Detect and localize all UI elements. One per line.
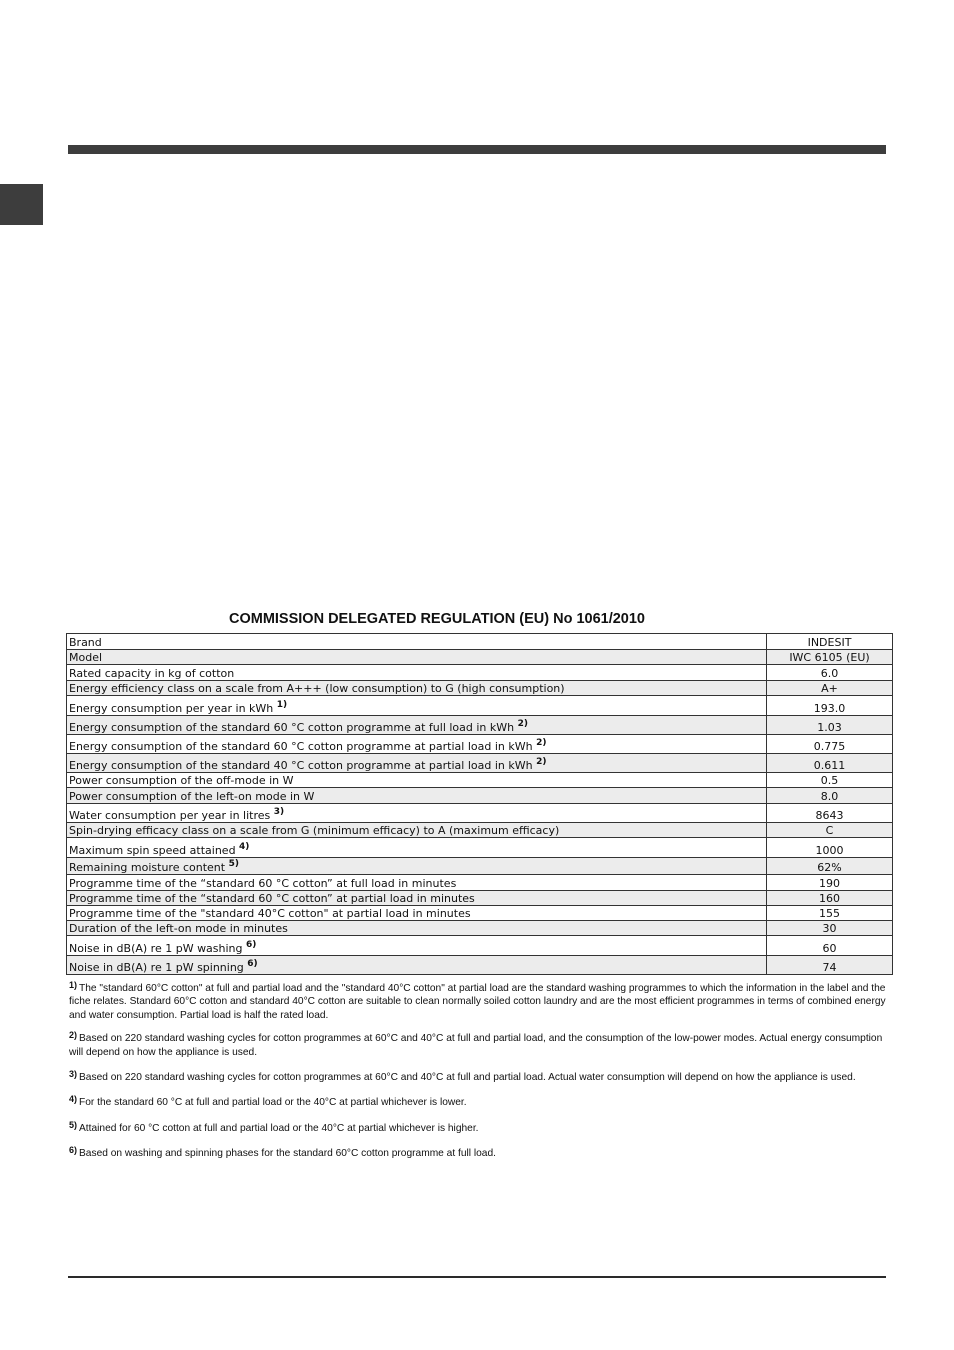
table-row — [67, 773, 893, 788]
footnote — [69, 1119, 889, 1135]
table-row — [67, 891, 893, 906]
footnote-ref: 2) — [536, 757, 547, 767]
spec-label — [67, 823, 767, 838]
spec-value: 1000 — [767, 838, 893, 858]
footnote — [69, 1147, 889, 1160]
table-row — [67, 804, 893, 823]
table-row — [67, 754, 893, 773]
footnote-mark: 1) — [69, 980, 78, 990]
table-row — [67, 634, 893, 650]
spec-label-text: Brand — [69, 636, 102, 649]
table-row — [67, 875, 893, 891]
footnote-ref: 2) — [536, 738, 547, 748]
spec-label — [67, 754, 767, 773]
spec-value: 0.611 — [767, 754, 893, 773]
product-fiche-table — [66, 633, 893, 975]
spec-label — [67, 906, 767, 921]
footnote-mark: 3) — [69, 1069, 78, 1080]
spec-label — [67, 634, 767, 650]
footnote-ref: 4) — [239, 842, 250, 852]
spec-label-text: Model — [69, 651, 103, 664]
spec-label — [67, 838, 767, 858]
table-row — [67, 665, 893, 681]
section-tab-marker — [0, 184, 43, 225]
spec-value: INDESIT — [767, 634, 893, 650]
spec-label — [67, 773, 767, 788]
regulation-title: COMMISSION DELEGATED REGULATION (EU) No 1061/2010 — [229, 611, 645, 627]
spec-value: 155 — [767, 906, 893, 921]
spec-value: 6.0 — [767, 665, 893, 681]
spec-label-text: Programme time of the “standard 60 °C cotton” at full load in minutes — [69, 877, 457, 890]
footnotes — [69, 982, 889, 1161]
spec-label-text: Spin-drying efficacy class on a scale from G (minimum efficacy) to A (maximum efficacy) — [69, 824, 560, 837]
table-row — [67, 716, 893, 735]
footnote-mark: 6) — [69, 1145, 78, 1156]
footnote-ref: 1) — [276, 700, 288, 710]
spec-value: 1.03 — [767, 716, 893, 735]
table-row — [67, 788, 893, 804]
table-row — [67, 823, 893, 838]
footnote-text: The "standard 60°C cotton" at full and partial load and the "standard 40°C cotton" at partial load are the standard washing programmes to which the information in the label and the fiche relates. Standard 60°C cotton and standard 40°C cotton are suitable to clean normally soiled cotton laundry and are the most efficient programmes in terms of combined energy and water consumption. Partial load is half the rated load. — [69, 983, 886, 1021]
footnote-mark: 2) — [69, 1030, 78, 1041]
spec-label-text: Water consumption per year in litres — [69, 809, 274, 822]
spec-label — [67, 921, 767, 936]
spec-label — [67, 696, 767, 716]
footnote-ref: 3) — [273, 807, 285, 817]
spec-label-text: Maximum spin speed attained — [69, 844, 240, 857]
spec-label — [67, 956, 767, 975]
spec-value: 62% — [767, 858, 893, 875]
spec-label-text: Programme time of the "standard 40°C cotton" at partial load in minutes — [69, 907, 471, 920]
footnote-text: Based on washing and spinning phases for the standard 60°C cotton programme at full load. — [79, 1148, 496, 1160]
spec-label-text: Programme time of the “standard 60 °C cotton” at partial load in minutes — [69, 892, 475, 905]
spec-label-text: Noise in dB(A) re 1 pW spinning — [69, 961, 248, 974]
spec-value: 193.0 — [767, 696, 893, 716]
footer-rule — [68, 1276, 886, 1278]
spec-label — [67, 665, 767, 681]
spec-value: IWC 6105 (EU) — [767, 650, 893, 665]
spec-label-text: Energy consumption of the standard 60 °C cotton programme at partial load in kWh — [69, 740, 537, 753]
spec-value: 0.775 — [767, 735, 893, 754]
table-row — [67, 956, 893, 975]
spec-value: 60 — [767, 936, 893, 956]
spec-label — [67, 804, 767, 823]
spec-label — [67, 788, 767, 804]
spec-label — [67, 875, 767, 891]
footnote-text: Based on 220 standard washing cycles for cotton programmes at 60°C and 40°C at full and partial load. Actual water consumption will depend on how the appliance is used. — [79, 1072, 856, 1084]
spec-value: A+ — [767, 681, 893, 696]
footnote-text: Based on 220 standard washing cycles for cotton programmes at 60°C and 40°C at full and partial load, and the consumption of the low-power modes. Actual energy consumption will depend on how the appliance is used. — [69, 1033, 883, 1058]
spec-value: C — [767, 823, 893, 838]
spec-label-text: Remaining moisture content — [69, 861, 229, 874]
table-row — [67, 906, 893, 921]
table-row — [67, 681, 893, 696]
table-row — [67, 858, 893, 875]
spec-label-text: Rated capacity in kg of cotton — [69, 667, 235, 680]
spec-label-text: Power consumption of the left-on mode in W — [69, 790, 315, 803]
spec-value: 8.0 — [767, 788, 893, 804]
table-row — [67, 735, 893, 754]
footnote-mark: 4) — [69, 1094, 78, 1105]
footnote-text: For the standard 60 °C at full and partial load or the 40°C at partial whichever is lower. — [79, 1097, 467, 1109]
table-row — [67, 838, 893, 858]
table-row — [67, 921, 893, 936]
spec-value: 190 — [767, 875, 893, 891]
spec-label-text: Noise in dB(A) re 1 pW washing — [69, 942, 247, 955]
spec-label-text: Energy consumption of the standard 60 °C cotton programme at full load in kWh — [69, 721, 518, 734]
footnote-text: Attained for 60 °C cotton at full and partial load or the 40°C at partial whichever is higher. — [79, 1122, 479, 1134]
spec-value: 160 — [767, 891, 893, 906]
footnote — [69, 1071, 889, 1084]
footnote — [69, 982, 889, 1022]
spec-label-text: Duration of the left-on mode in minutes — [69, 922, 288, 935]
footnote — [69, 1032, 889, 1059]
spec-value: 8643 — [767, 804, 893, 823]
header-rule — [68, 145, 886, 154]
footnote — [69, 1096, 889, 1109]
footnote-ref: 6) — [246, 940, 257, 950]
spec-label — [67, 735, 767, 754]
spec-value: 74 — [767, 956, 893, 975]
spec-label-text: Energy consumption per year in kWh — [69, 702, 277, 715]
spec-label-text: Energy efficiency class on a scale from A+++ (low consumption) to G (high consumption) — [69, 682, 565, 695]
footnote-ref: 2) — [517, 719, 529, 729]
product-fiche-body — [67, 634, 893, 975]
spec-value: 30 — [767, 921, 893, 936]
spec-label — [67, 681, 767, 696]
footnote-ref: 5) — [228, 859, 239, 869]
spec-label — [67, 858, 767, 875]
spec-label-text: Power consumption of the off-mode in W — [69, 774, 294, 787]
spec-label — [67, 891, 767, 906]
spec-label — [67, 650, 767, 665]
spec-label-text: Energy consumption of the standard 40 °C cotton programme at partial load in kWh — [69, 759, 537, 772]
footnote-ref: 6) — [247, 959, 258, 969]
spec-label — [67, 936, 767, 956]
spec-label — [67, 716, 767, 735]
spec-value: 0.5 — [767, 773, 893, 788]
footnote-mark: 5) — [69, 1119, 78, 1130]
table-row — [67, 696, 893, 716]
table-row — [67, 936, 893, 956]
table-row — [67, 650, 893, 665]
